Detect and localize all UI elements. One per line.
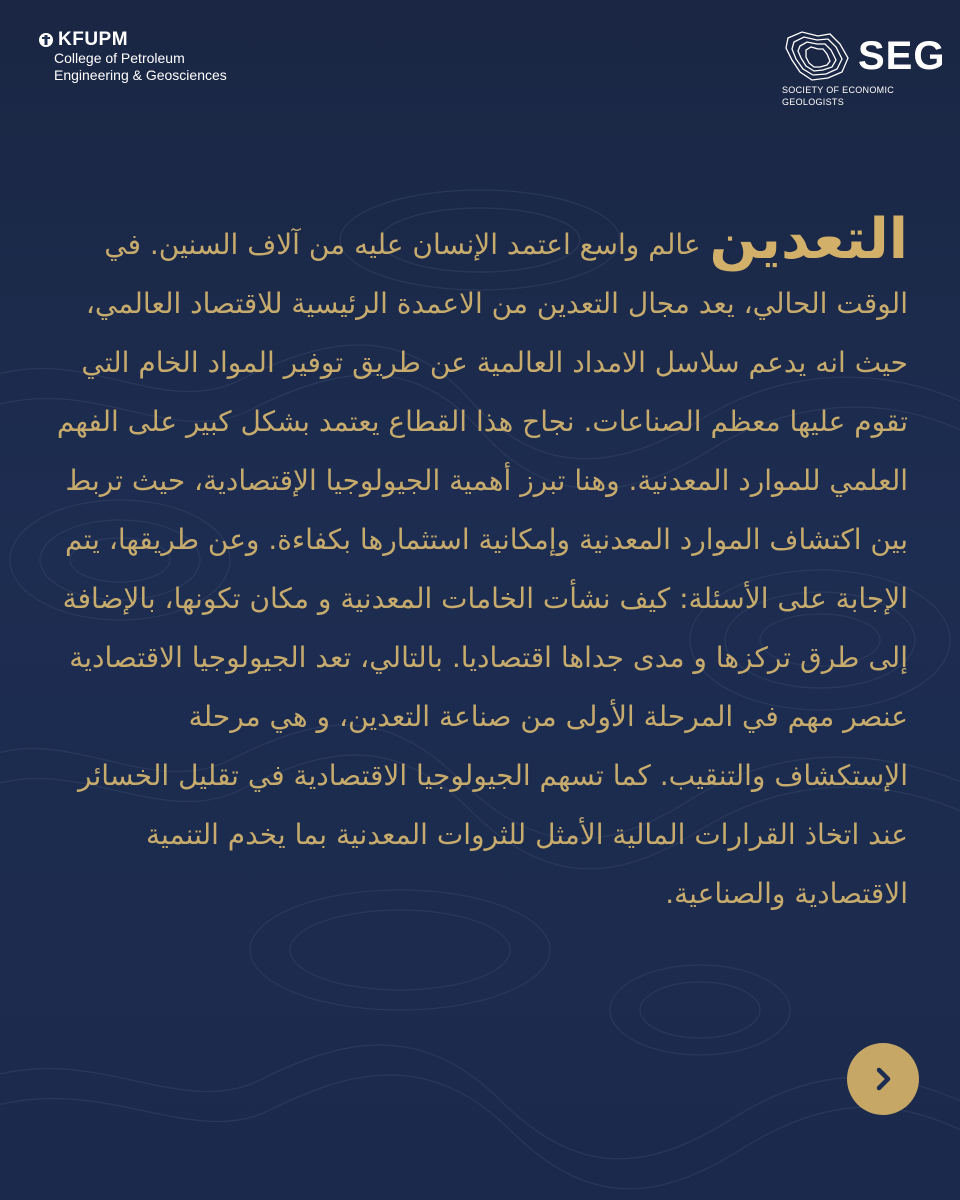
seg-subtitle-line2: GEOLOGISTS xyxy=(782,97,845,107)
seg-subtitle-line1: SOCIETY OF ECONOMIC xyxy=(782,85,895,95)
article-paragraph: عالم واسع اعتمد الإنسان عليه من آلاف السنين. في الوقت الحالي، يعد مجال التعدين من الاعمدة الرئيسية للاقتصاد العالمي، حيث انه يدعم سلاسل الامداد العالمية عن طريق توفير المواد الخام التي تقوم عليها معظم الصناعات. نجاح هذا القطاع يعتمد بشكل كبير على الفهم العلمي للموارد المعدنية. وهنا تبرز أهمية الجيولوجيا الإقتصادية، حيث تربط بين اكتشاف الموارد المعدنية وإمكانية استثمارها بكفاءة. وعن طريقها، يتم الإجابة على الأسئلة: كيف نشأت الخامات المعدنية و مكان تكونها، بالإضافة إلى طرق تركزها و مدى جداها اقتصاديا. بالتالي، تعد الجيولوجيا الاقتصادية عنصر مهم في المرحلة الأولى من صناعة التعدين، و هي مرحلة الإستكشاف والتنقيب. كما تسهم الجيولوجيا الاقتصادية في تقليل الخسائر عند اتخاذ القرارات المالية الأمثل للثروات المعدنية بما يخدم التنمية الاقتصادية والصناعية. xyxy=(56,228,908,910)
kfupm-name: KFUPM xyxy=(58,29,129,50)
next-button[interactable] xyxy=(847,1043,919,1115)
saudi-map-icon xyxy=(782,28,852,83)
seg-name: SEG xyxy=(858,33,946,78)
kfupm-emblem-icon xyxy=(38,32,54,48)
kfupm-logo xyxy=(38,30,227,84)
article-body xyxy=(48,207,908,923)
article-heading: التعدين xyxy=(709,207,908,272)
college-name-line1: College of Petroleum xyxy=(54,50,185,66)
seg-logo xyxy=(782,28,945,107)
chevron-right-icon xyxy=(869,1065,897,1093)
college-name-line2: Engineering & Geosciences xyxy=(54,67,227,83)
